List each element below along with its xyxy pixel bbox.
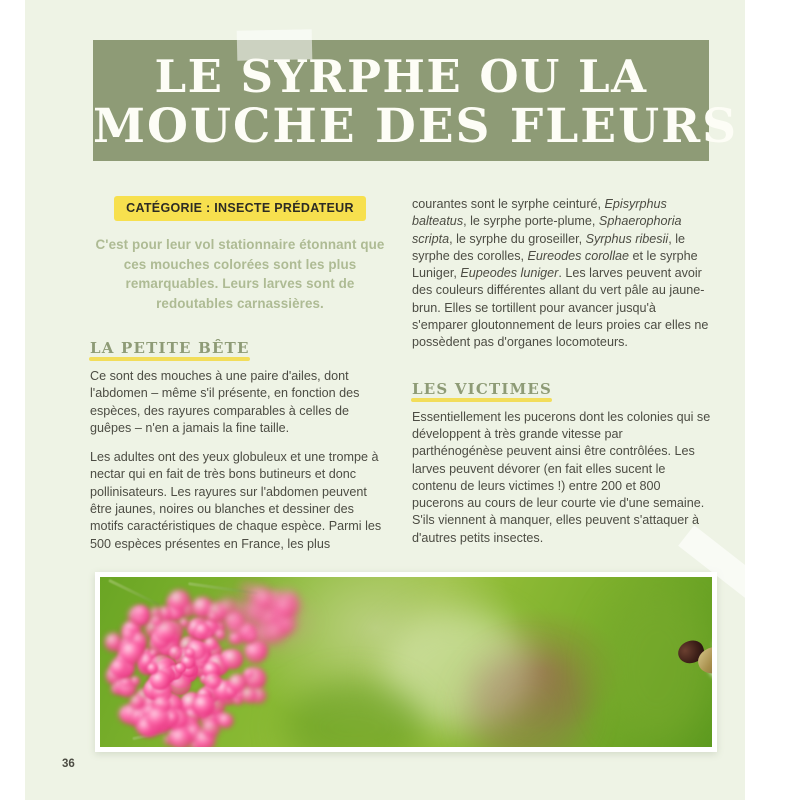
flower-floret — [110, 659, 127, 676]
section-heading — [90, 339, 250, 357]
flower-floret — [219, 599, 235, 615]
status-badge: CATÉGORIE : INSECTE PRÉDATEUR — [114, 196, 366, 221]
text-run: . Les larves peuvent avoir des couleurs différentes allant du vert pâle au jaune-brun. Elles se tortillent pour avancer jusqu'à s'emparer gloutonnement de leurs proies car elles ne possèdent pas d'organes locomoteurs. — [412, 266, 709, 350]
flower-floret — [202, 719, 220, 737]
flower-floret — [245, 642, 266, 663]
section-body — [412, 409, 712, 547]
flower-floret — [232, 623, 249, 640]
text-run: courantes sont le syrphe ceinturé, — [412, 197, 605, 211]
section-body — [90, 368, 390, 553]
flower-stem — [108, 579, 160, 606]
flower-floret — [265, 623, 284, 642]
flower-floret — [218, 713, 234, 729]
paragraph-continuation — [412, 196, 712, 352]
section-heading — [412, 380, 552, 398]
flower-floret — [168, 590, 189, 611]
section-heading-label: LA PETITE BÊTE — [90, 339, 250, 357]
photo-frame — [95, 572, 717, 752]
flower-floret — [147, 707, 169, 729]
hoverfly-insect — [678, 627, 712, 717]
flower-floret — [241, 687, 257, 703]
species-name: Sphaerophoria scripta — [412, 214, 682, 246]
hoverfly-photo — [100, 577, 712, 747]
flower-floret — [195, 623, 210, 638]
flower-floret — [130, 695, 144, 709]
paragraph: Ce sont des mouches à une paire d'ailes, dont l'abdomen – même s'il présente, en fonction des espèces, des rayures comparables à celles de guêpes – n'en a jamais la fine taille. — [90, 369, 360, 435]
page-title-line-2: MOUCHE DES FLEURS — [93, 99, 739, 154]
flower-floret — [204, 637, 218, 651]
page-number: 36 — [62, 758, 75, 770]
species-name: Episyrphus balteatus — [412, 197, 667, 229]
section-heading-label: LES VICTIMES — [412, 379, 553, 398]
page-title — [93, 50, 739, 154]
flower-floret — [251, 605, 268, 622]
page-title-line-1: LE SYRPHE OU LA — [154, 50, 648, 103]
species-name: Syrphus ribesii — [585, 231, 669, 246]
text-run: , le syrphe des corolles, — [412, 231, 686, 263]
flower-floret — [204, 673, 220, 689]
left-column — [90, 196, 390, 553]
highlighter-underline-icon — [411, 398, 552, 402]
flower-floret — [122, 628, 135, 641]
flower-floret — [222, 649, 242, 669]
flower-floret — [215, 629, 225, 639]
flower-floret — [175, 663, 186, 674]
intro-paragraph: C'est pour leur vol stationnaire étonnant que ces mouches colorées sont les plus remarquables. Leurs larves sont de redoutables carnassières. — [95, 237, 385, 311]
text-run: , le syrphe porte-plume, — [463, 214, 599, 229]
flower-floret — [135, 606, 148, 619]
right-column — [412, 196, 712, 547]
species-name: Eureodes corollae — [527, 248, 630, 263]
category-badge-wrap — [90, 196, 390, 221]
highlighter-underline-icon — [89, 357, 250, 361]
text-run: et le syrphe Luniger, — [412, 248, 698, 281]
text-run: , le syrphe du groseiller, — [449, 231, 586, 246]
flower-floret — [170, 728, 191, 747]
paragraph: Essentiellement les pucerons dont les colonies qui se développent à très grande vitesse par parthénogénèse peuvent ainsi être contrôlées. Les larves peuvent dévorer (en fait elles sucent le contenu de leurs victimes !) entre 200 et 800 pucerons au cours de leur courte vie d'une semaine. S'ils viennent à manquer, elles peuvent s'attaquer à d'autres petits insectes. — [412, 409, 711, 545]
pink-flower-cluster — [100, 581, 302, 747]
section-la-petite-bete — [90, 339, 390, 553]
section-les-victimes — [412, 380, 712, 547]
flower-floret — [151, 615, 162, 626]
continuation-body — [412, 196, 712, 352]
paragraph: Les adultes ont des yeux globuleux et une trompe à nectar qui en fait de très bons butineurs et donc pollinisateurs. Les rayures sur l'abdomen peuvent être jaunes, noires ou blanches et dessiner des motifs caractéristiques de chaque espèce. Parmi les 500 espèces présentes en France, les plus — [90, 450, 382, 551]
species-name: Eupeodes luniger — [460, 266, 559, 281]
flower-floret — [193, 695, 213, 715]
